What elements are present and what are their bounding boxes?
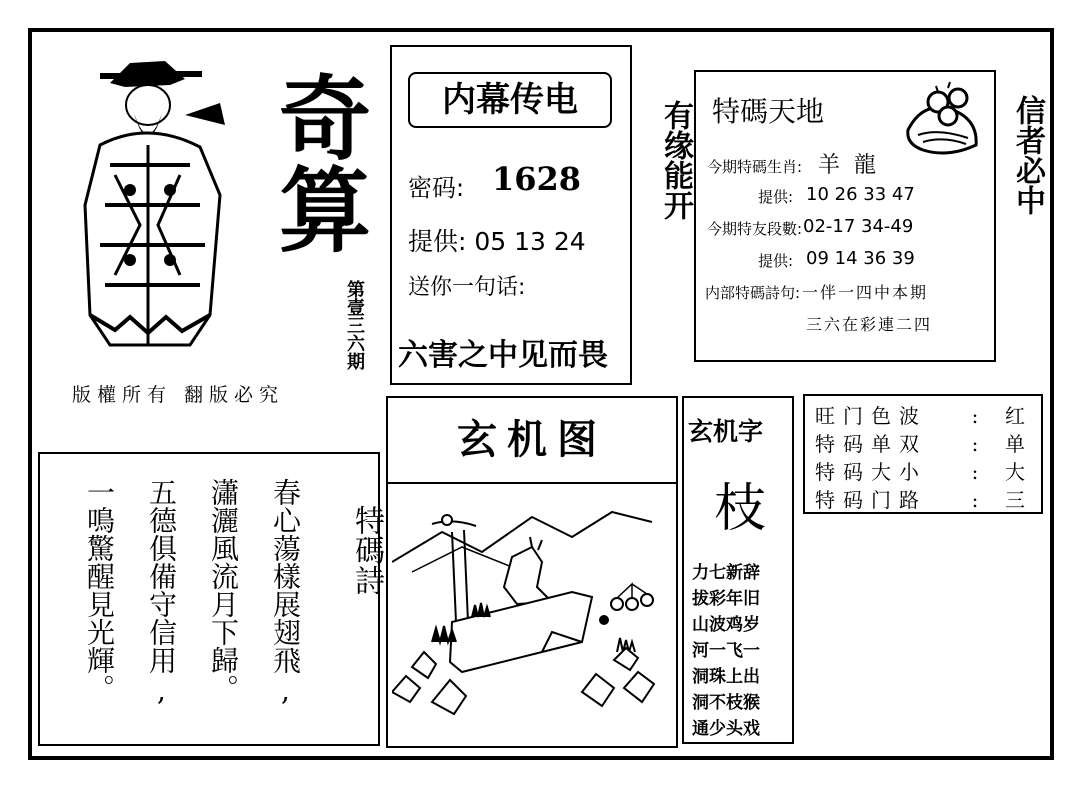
attribute-value: 大 bbox=[1005, 460, 1025, 484]
attribute-key: 特码大小 bbox=[815, 460, 927, 484]
slogan-right: 信者必中 bbox=[1010, 95, 1045, 215]
provide2-value: 09 14 36 39 bbox=[806, 248, 915, 269]
mystery-word-riddle bbox=[692, 560, 760, 742]
riddle-line: 山波鸡岁 bbox=[692, 615, 760, 635]
code-value: 1628 bbox=[492, 160, 582, 198]
poem-line-2: 三六在彩連二四 bbox=[806, 315, 933, 334]
segment-label: 今期特友段數: bbox=[707, 220, 803, 238]
inner-channel-title: 内幕传电 bbox=[442, 80, 578, 120]
riddle-line: 拔彩年旧 bbox=[692, 589, 760, 609]
inner-provide: 提供: 05 13 24 bbox=[408, 227, 586, 256]
zodiac-value: 羊龍 bbox=[818, 153, 891, 178]
attribute-value: 红 bbox=[1005, 404, 1025, 428]
issue-number: 第壹三六期 bbox=[344, 280, 365, 370]
fruit-icon bbox=[898, 80, 988, 158]
attribute-row bbox=[815, 400, 1035, 429]
mystery-picture-title: 玄机图 bbox=[457, 416, 607, 463]
attribute-row bbox=[815, 484, 1035, 513]
mystery-word-character: 枝 bbox=[714, 479, 767, 539]
slogan-left: 有缘能开 bbox=[658, 100, 693, 220]
special-poem-title: 特碼詩 bbox=[349, 505, 384, 595]
saying-text: 六害之中见而畏 bbox=[398, 338, 608, 373]
riddle-line: 通少头戏 bbox=[692, 719, 760, 739]
deity-illustration bbox=[70, 55, 230, 355]
attribute-colon: : bbox=[971, 432, 979, 456]
provide1-value: 10 26 33 47 bbox=[806, 184, 915, 205]
attribute-row bbox=[815, 456, 1035, 485]
copyright-notice: 版權所有 翻版必究 bbox=[72, 384, 285, 406]
poem-label: 内部特碼詩句: bbox=[705, 284, 801, 302]
poem-column-2: 瀟灑風流月下歸。 bbox=[207, 478, 240, 702]
mystery-word-title: 玄机字 bbox=[688, 417, 764, 446]
attribute-colon: : bbox=[971, 404, 979, 428]
attribute-value: 单 bbox=[1005, 432, 1025, 456]
riddle-line: 河一飞一 bbox=[692, 641, 760, 661]
zodiac-label: 今期特碼生肖: bbox=[707, 158, 803, 176]
poem-column-3: 五德俱備守信用, bbox=[145, 478, 178, 707]
mystery-picture bbox=[392, 492, 672, 742]
special-code-title: 特碼天地 bbox=[712, 95, 825, 128]
riddle-line: 洞珠上出 bbox=[692, 667, 760, 687]
attribute-colon: : bbox=[971, 488, 979, 512]
code-label: 密码: bbox=[408, 174, 465, 202]
attribute-key: 特码单双 bbox=[815, 432, 927, 456]
main-title: 奇算 bbox=[264, 70, 372, 254]
poem-line-1: 一伴一四中本期 bbox=[802, 283, 929, 302]
provide1-label: 提供: bbox=[758, 188, 794, 206]
attribute-value: 三 bbox=[1005, 488, 1025, 512]
riddle-line: 力七新辞 bbox=[692, 563, 760, 583]
attribute-row bbox=[815, 428, 1035, 457]
poem-column-1: 春心蕩樣展翅飛, bbox=[269, 478, 302, 707]
attribute-key: 特码门路 bbox=[815, 488, 927, 512]
mystery-picture-title-frame bbox=[386, 396, 678, 484]
riddle-line: 洞不枝猴 bbox=[692, 693, 760, 713]
attribute-key: 旺门色波 bbox=[815, 404, 927, 428]
segment-value: 02-17 34-49 bbox=[803, 216, 914, 237]
saying-label: 送你一句话: bbox=[408, 275, 526, 300]
provide2-label: 提供: bbox=[758, 252, 794, 270]
inner-channel-title-frame bbox=[408, 72, 612, 128]
attribute-colon: : bbox=[971, 460, 979, 484]
poem-column-4: 一鳴驚醒見光輝。 bbox=[83, 478, 116, 702]
